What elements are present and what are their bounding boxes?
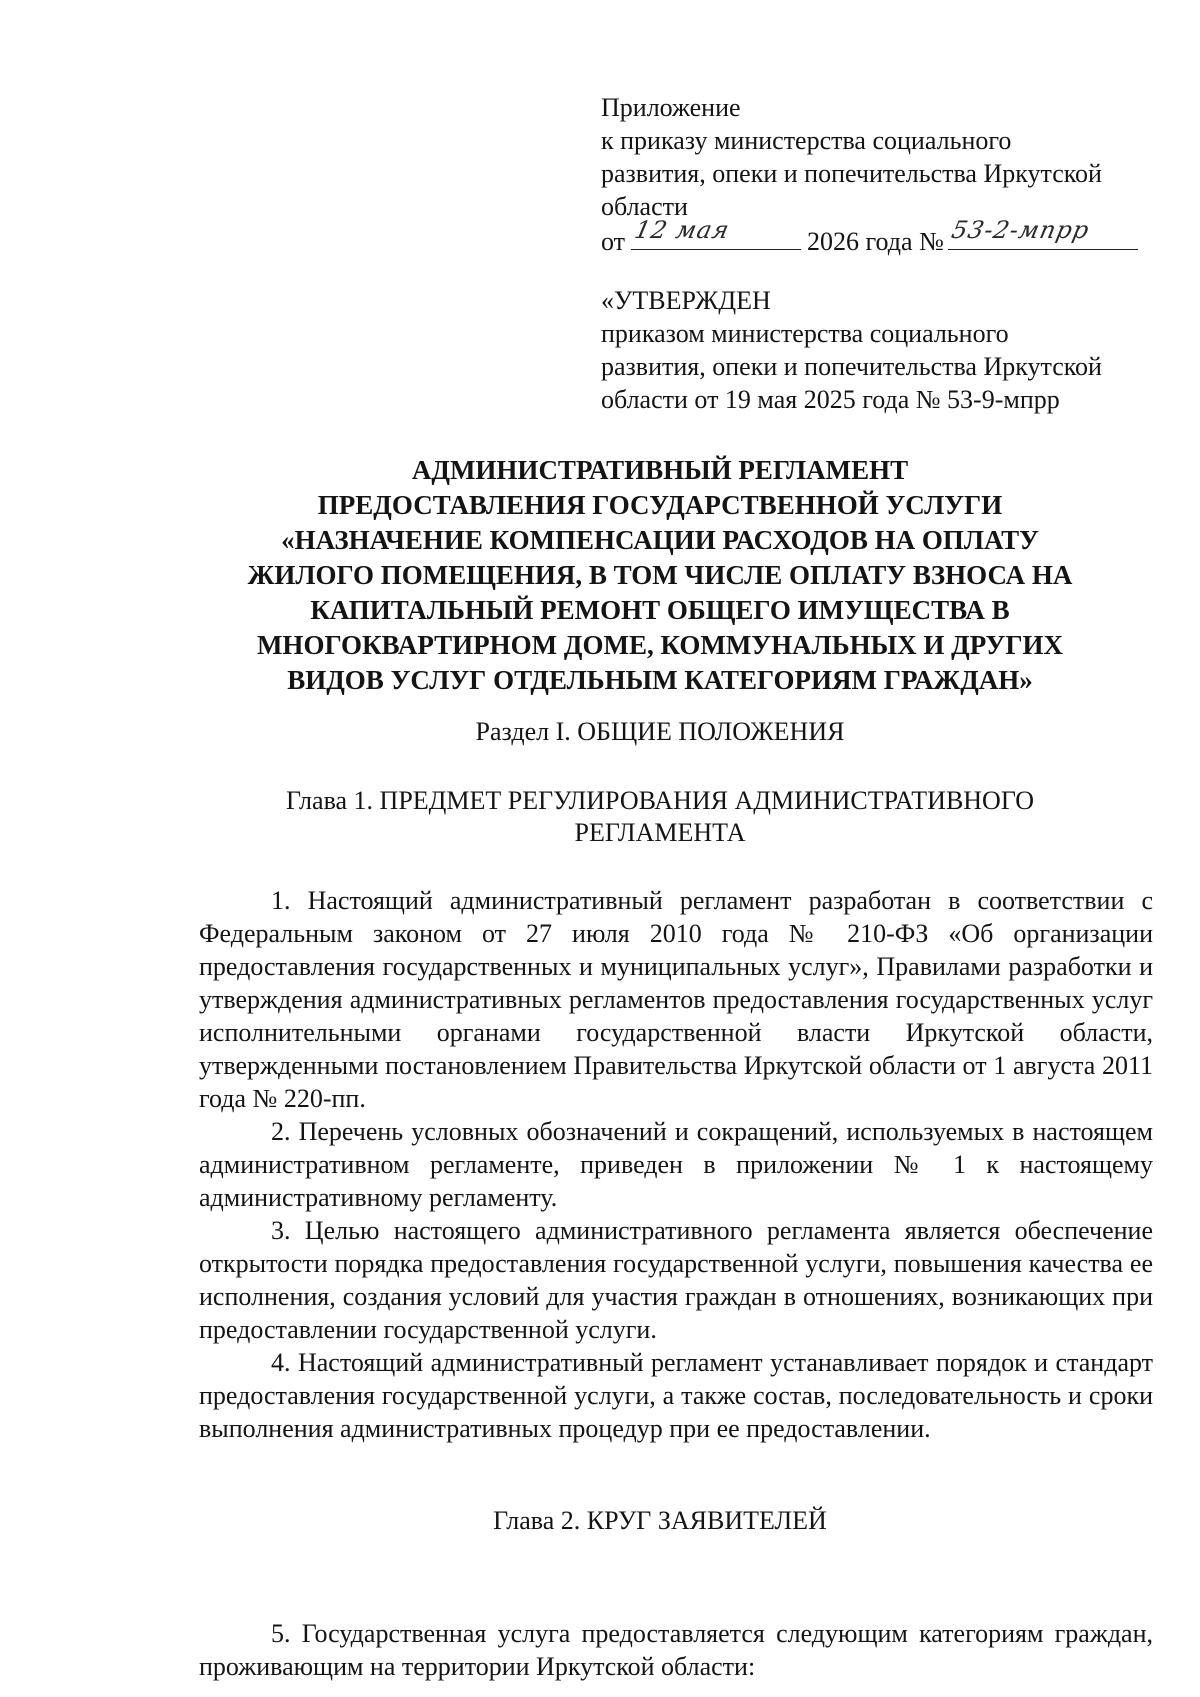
approved-line: «УТВЕРЖДЕН — [601, 286, 771, 315]
paragraph-4: 4. Настоящий административный регламент устанавливает порядок и стандарт предоставления государственной услуги, а также состав, последовательность и сроки выполнения административных процедур при ее предоставлении. — [199, 1348, 1153, 1443]
chapter-2-body — [199, 1617, 1153, 1683]
paragraph-5: 5. Государственная услуга предоставляется следующим категориям граждан, проживающим на территории Иркутской области: — [199, 1619, 1153, 1681]
appendix-date-line — [601, 216, 1161, 258]
title-line: КАПИТАЛЬНЫЙ РЕМОНТ ОБЩЕГО ИМУЩЕСТВА В — [310, 595, 1010, 625]
number-blank — [948, 216, 1138, 250]
paragraph-1: 1. Настоящий административный регламент разработан в соответствии с Федеральным законом от 27 июля 2010 года № 210-ФЗ «Об организации предоставления государственных и муниципальных услуг», Правилами разработки и утверждения административных регламентов предоставления государственных услуг исполнительными органами государственной власти Иркутской области, утвержденными постановлением Правительства Иркутской области от 1 августа 2011 года № 220-пп. — [199, 886, 1153, 1113]
year-text: 2026 года № — [807, 227, 944, 256]
approved-line: области от 19 мая 2025 года № 53-9-мпрр — [601, 385, 1060, 414]
handwritten-date: 12 мая — [632, 216, 733, 244]
title-line: МНОГОКВАРТИРНОМ ДОМЕ, КОММУНАЛЬНЫХ И ДРУГИХ — [256, 630, 1064, 660]
chapter-1-body — [199, 884, 1153, 1445]
title-line: АДМИНИСТРАТИВНЫЙ РЕГЛАМЕНТ — [411, 455, 909, 485]
title-line: ВИДОВ УСЛУГ ОТДЕЛЬНЫМ КАТЕГОРИЯМ ГРАЖДАН» — [287, 665, 1033, 695]
appendix-line: развития, опеки и попечительства Иркутской — [601, 159, 1102, 188]
section-heading: Раздел I. ОБЩИЕ ПОЛОЖЕНИЯ — [475, 717, 845, 746]
date-prefix: от — [601, 227, 626, 256]
chapter-1-line: Глава 1. ПРЕДМЕТ РЕГУЛИРОВАНИЯ АДМИНИСТРАТИВНОГО — [285, 786, 1034, 815]
appendix-line: Приложение — [601, 93, 741, 122]
appendix-line: области — [601, 192, 688, 221]
document-title — [120, 453, 1200, 698]
date-blank — [631, 216, 801, 250]
chapter-1-line: РЕГЛАМЕНТА — [574, 818, 746, 847]
appendix-header — [601, 91, 1161, 258]
title-line: ПРЕДОСТАВЛЕНИЯ ГОСУДАРСТВЕННОЙ УСЛУГИ — [317, 490, 1003, 520]
handwritten-number: 53-2-мпрр — [949, 216, 1093, 244]
appendix-line: к приказу министерства социального — [601, 126, 1012, 155]
approved-header — [601, 284, 1161, 416]
chapter-1-heading — [120, 785, 1200, 849]
approved-line: развития, опеки и попечительства Иркутской — [601, 352, 1102, 381]
approved-line: приказом министерства социального — [601, 319, 1009, 348]
title-line: «НАЗНАЧЕНИЕ КОМПЕНСАЦИИ РАСХОДОВ НА ОПЛАТУ — [281, 525, 1039, 555]
chapter-2-heading: Глава 2. КРУГ ЗАЯВИТЕЛЕЙ — [493, 1506, 827, 1535]
title-line: ЖИЛОГО ПОМЕЩЕНИЯ, В ТОМ ЧИСЛЕ ОПЛАТУ ВЗНОСА НА — [247, 560, 1073, 590]
paragraph-3: 3. Целью настоящего административного регламента является обеспечение открытости порядка предоставления государственной услуги, повышения качества ее исполнения, создания условий для участия граждан в отношениях, возникающих при предоставлении государственной услуги. — [199, 1216, 1153, 1344]
paragraph-2: 2. Перечень условных обозначений и сокращений, используемых в настоящем административном регламенте, приведен в приложении № 1 к настоящему административному регламенту. — [199, 1117, 1153, 1212]
